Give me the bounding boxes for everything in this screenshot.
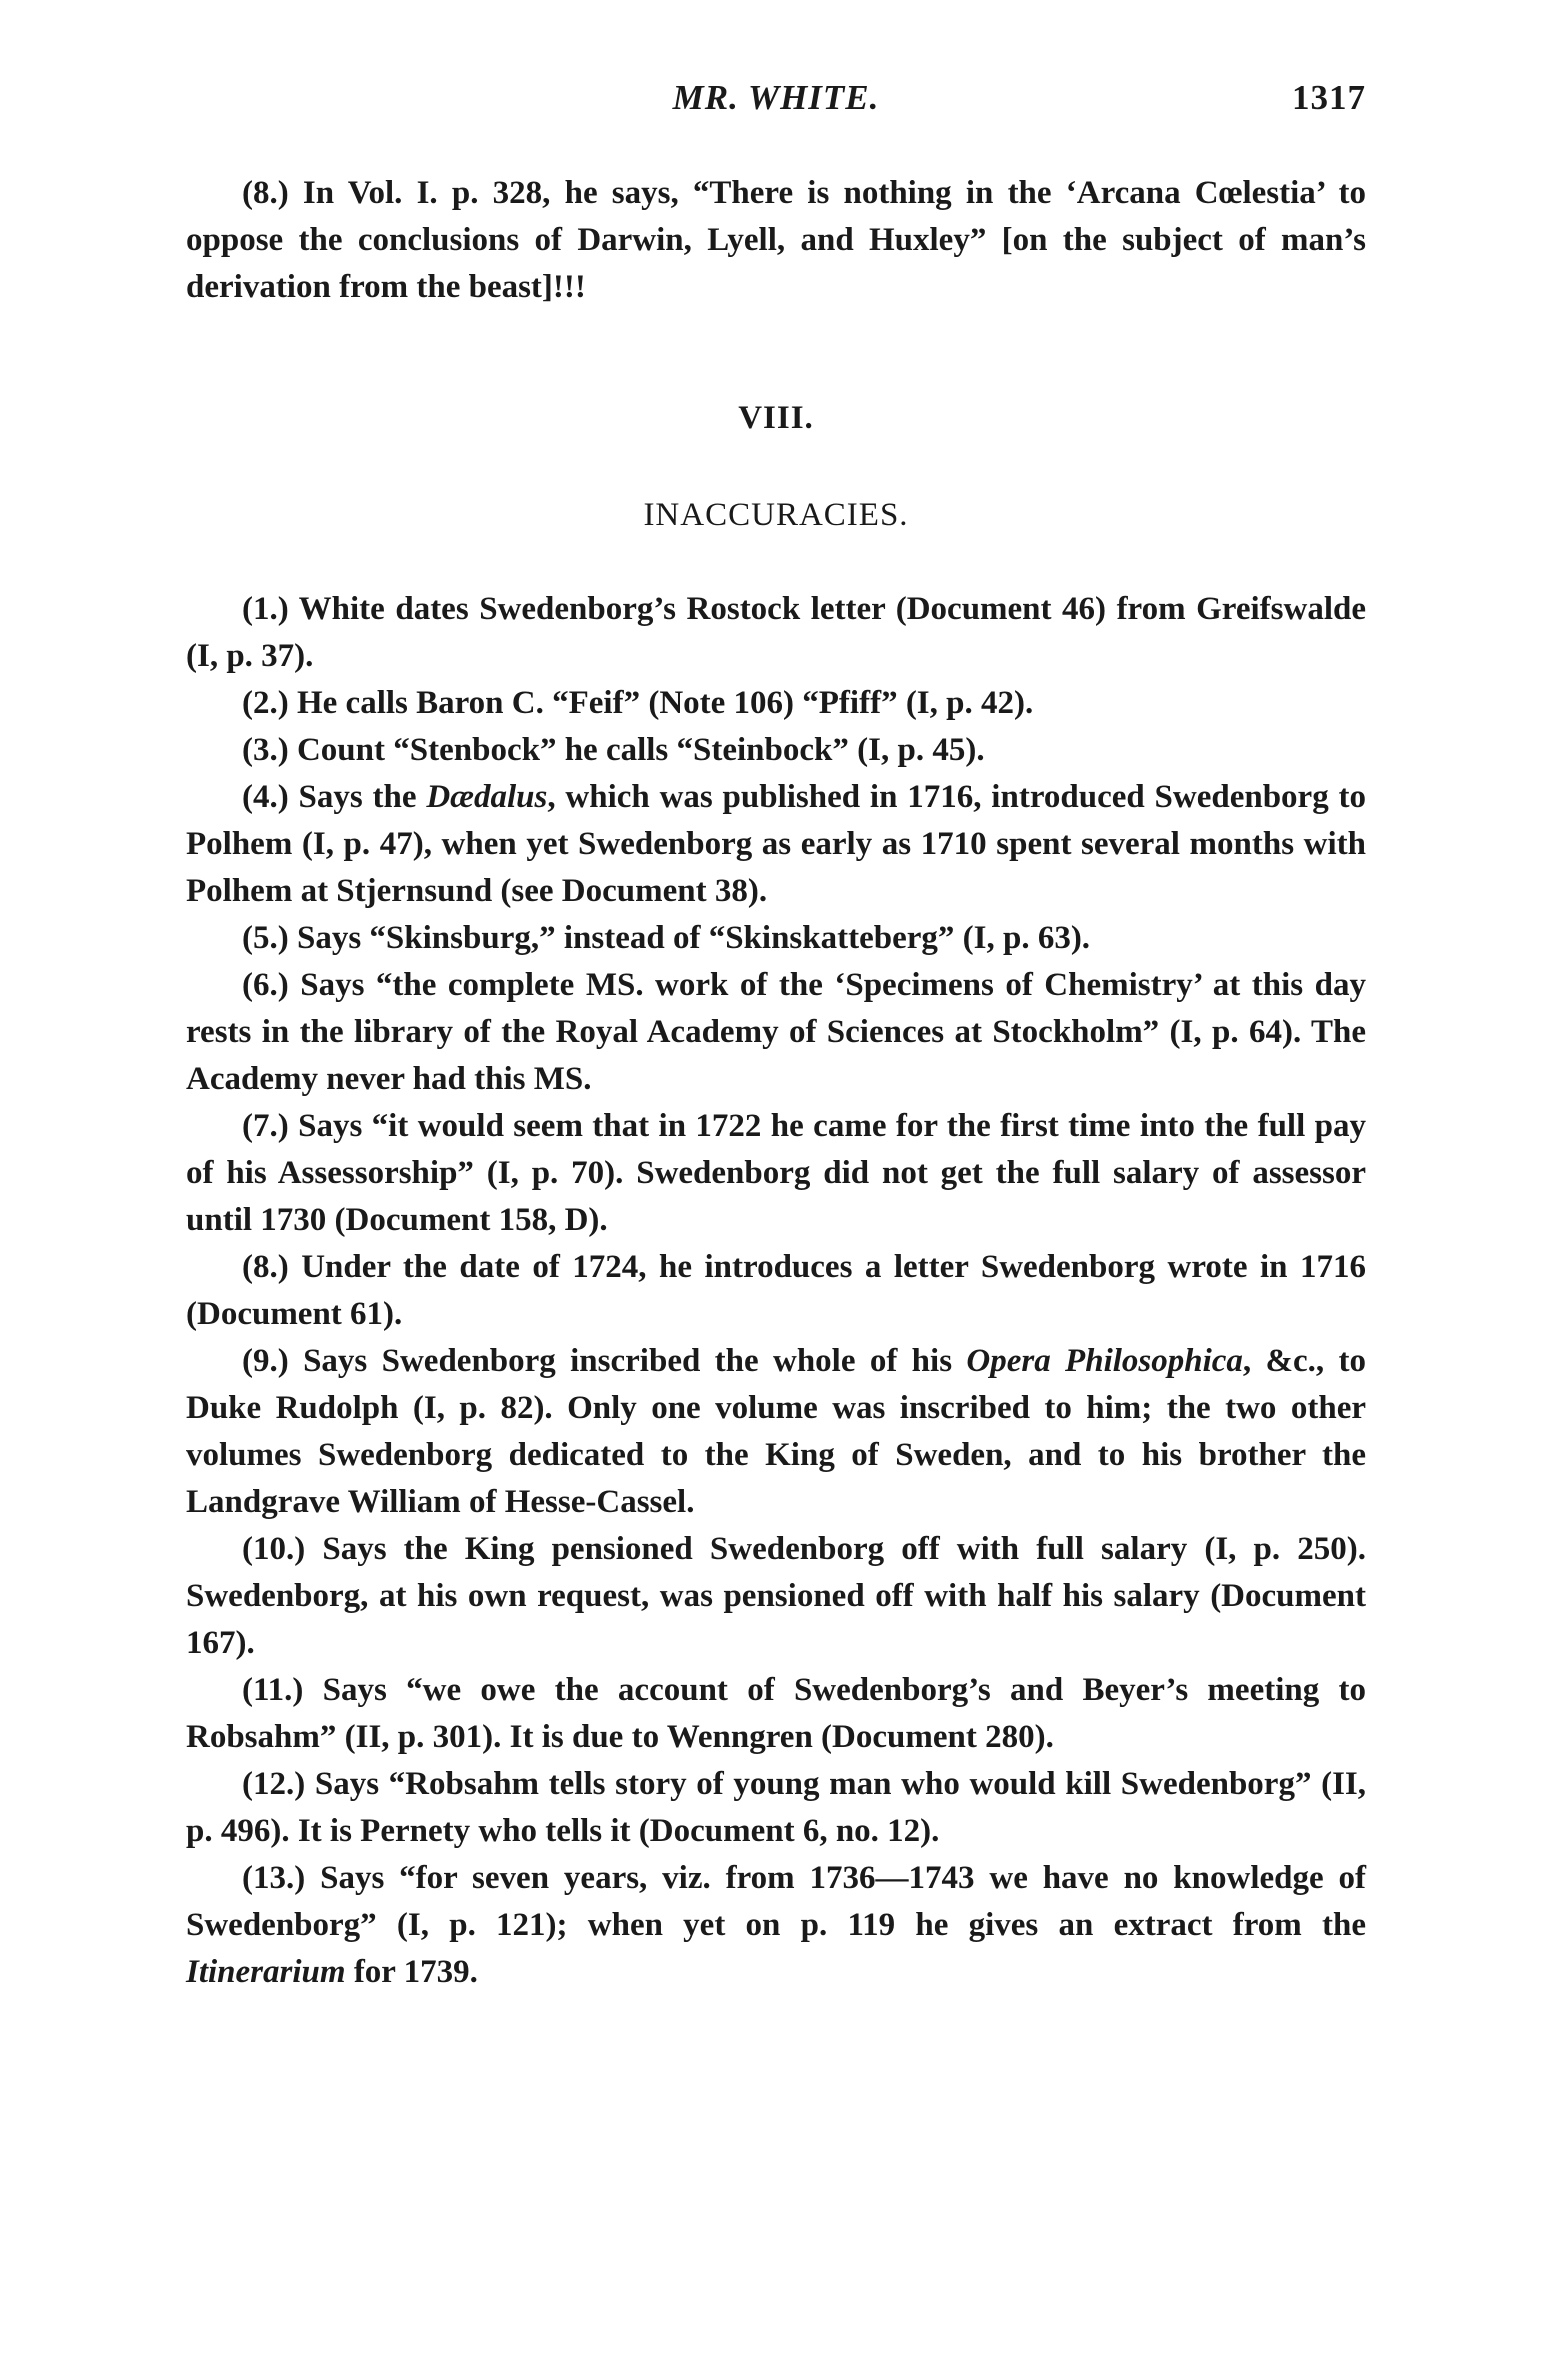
item-text: (11.) Says “we owe the account of Swedenborg’s and Beyer’s meeting to Robsahm” (II, p. 301). It is due to Wenngren (Document 280). xyxy=(186,1672,1366,1755)
item-text: for 1739. xyxy=(345,1954,478,1990)
list-item xyxy=(186,962,1366,1103)
item-text: (6.) Says “the complete MS. work of the ‘Specimens of Chemistry’ at this day rests in the library of the Royal Academy of Sciences at Stockholm” (I, p. 64). The Academy never had this MS. xyxy=(186,967,1366,1097)
item-italic-title: Dædalus xyxy=(426,779,548,815)
list-item xyxy=(186,1667,1366,1761)
item-text: , &c., to Duke Rudolph (I, p. 82). Only one volume was inscribed to him; the two other volumes Swedenborg dedicated to the King of Sweden, and to his brother the Landgrave William of Hesse-Cassel. xyxy=(186,1343,1366,1520)
item-text: (7.) Says “it would seem that in 1722 he came for the first time into the full pay of his Assessorship” (I, p. 70). Swedenborg did not get the full salary of assessor until 1730 (Document 158, D). xyxy=(186,1108,1366,1238)
item-text: (3.) Count “Stenbock” he calls “Steinbock” (I, p. 45). xyxy=(242,732,985,768)
item-text: (2.) He calls Baron C. “Feif” (Note 106) “Pfiff” (I, p. 42). xyxy=(242,685,1034,721)
list-item xyxy=(186,586,1366,680)
item-italic-title: Itinerarium xyxy=(186,1954,346,1990)
item-italic-title: Opera Philosophica xyxy=(966,1343,1243,1379)
list-item xyxy=(186,1761,1366,1855)
item-text: (5.) Says “Skinsburg,” instead of “Skinskatteberg” (I, p. 63). xyxy=(242,920,1091,956)
list-item xyxy=(186,1855,1366,1996)
item-text: (10.) Says the King pensioned Swedenborg off with full salary (I, p. 250). Swedenborg, at his own request, was pensioned off with half his salary (Document 167). xyxy=(186,1531,1366,1661)
list-item xyxy=(186,1526,1366,1667)
inaccuracies-list xyxy=(186,586,1366,1996)
list-item xyxy=(186,774,1366,915)
list-item xyxy=(186,1244,1366,1338)
item-text: (8.) Under the date of 1724, he introduces a letter Swedenborg wrote in 1716 (Document 61). xyxy=(186,1249,1366,1332)
item-text: (13.) Says “for seven years, viz. from 1736—1743 we have no knowledge of Swedenborg” (I, p. 121); when yet on p. 119 he gives an extract from the xyxy=(186,1860,1366,1943)
running-head xyxy=(186,78,1366,138)
page-number: 1317 xyxy=(1292,78,1366,117)
item-text: (12.) Says “Robsahm tells story of young man who would kill Swedenborg” (II, p. 496). It is Pernety who tells it (Document 6, no. 12). xyxy=(186,1766,1366,1849)
item-text: (1.) White dates Swedenborg’s Rostock letter (Document 46) from Greifswalde (I, p. 37). xyxy=(186,591,1366,674)
item-text: (4.) Says the xyxy=(242,779,427,815)
intro-paragraph-block xyxy=(186,170,1366,311)
item-text: (9.) Says Swedenborg inscribed the whole of his xyxy=(242,1343,967,1379)
item-text: , which was published in 1716, introduced Swedenborg to Polhem (I, p. 47), when yet Swedenborg as early as 1710 spent several months with Polhem at Stjernsund (see Document 38). xyxy=(186,779,1366,909)
intro-paragraph: (8.) In Vol. I. p. 328, he says, “There is nothing in the ‘Arcana Cœlestia’ to oppose the conclusions of Darwin, Lyell, and Huxley” [on the subject of man’s derivation from the beast]!!! xyxy=(186,175,1366,305)
list-item xyxy=(186,680,1366,727)
running-title: MR. WHITE. xyxy=(672,78,880,117)
list-item xyxy=(186,1338,1366,1526)
section-number: VIII. xyxy=(738,400,814,436)
section-title: INACCURACIES. xyxy=(643,497,909,533)
list-item xyxy=(186,1103,1366,1244)
list-item xyxy=(186,727,1366,774)
list-item xyxy=(186,915,1366,962)
